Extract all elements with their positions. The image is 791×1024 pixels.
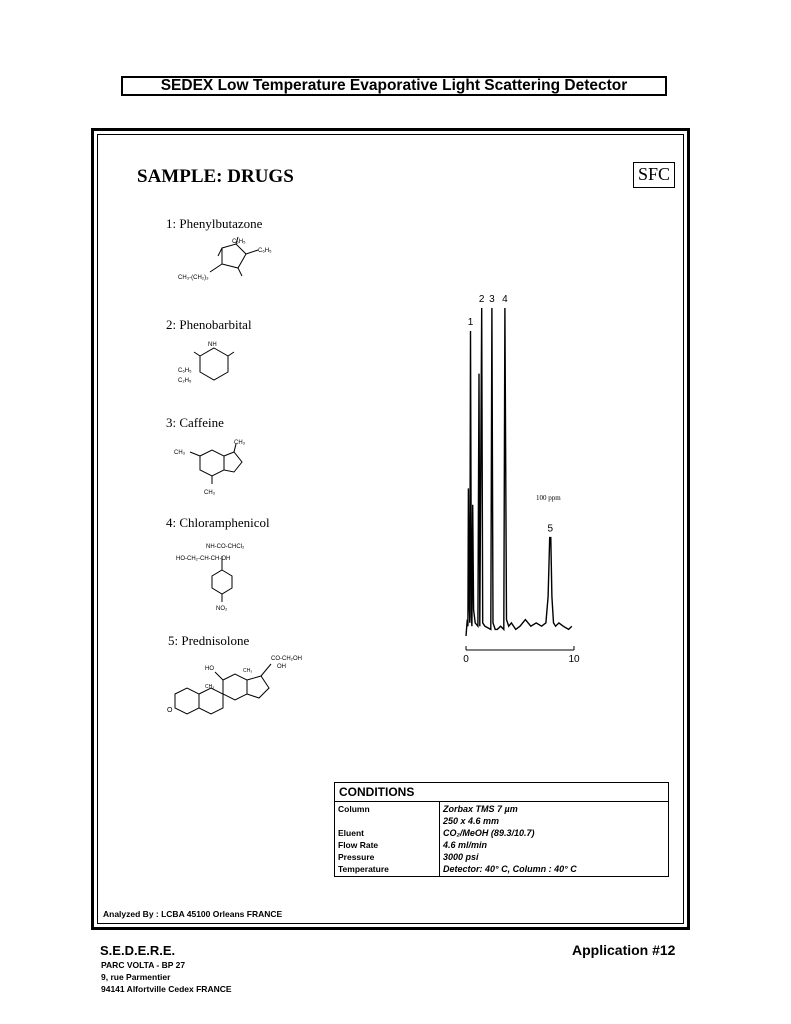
phenylbutazone-substituent-right: C₆H₅ [258, 248, 272, 254]
phenylbutazone-substituent-top: C₆H₅ [232, 239, 246, 245]
prednisolone-oh: OH [277, 664, 286, 670]
condition-value-flow-rate: 4.6 ml/min [443, 840, 488, 850]
prednisolone-methyl-c13: CH₃ [243, 668, 253, 674]
phenobarbital-structure [178, 338, 258, 394]
conditions-table [334, 782, 669, 877]
chromatogram-trace [466, 308, 572, 636]
condition-value-eluent: CO₂/MeOH (89.3/10.7) [443, 828, 535, 838]
caffeine-methyl-top: CH₃ [234, 440, 246, 446]
chloramphenicol-chain: HO-CH₂-CH-CH-OH [176, 556, 231, 562]
document-title: SEDEX Low Temperature Evaporative Light Scattering Detector [121, 76, 667, 96]
condition-values [440, 802, 669, 877]
x-tick-label: 10 [568, 654, 580, 665]
address-line-3: 94141 Alfortville Cedex FRANCE [101, 984, 232, 994]
tick-labels [463, 654, 580, 665]
condition-spacer [338, 815, 436, 827]
prednisolone-ho: HO [205, 666, 214, 672]
phenobarbital-nh: NH [208, 342, 217, 348]
company-name: S.E.D.E.R.E. [100, 943, 176, 958]
compound-label-chloramphenicol: 4: Chloramphenicol [166, 515, 270, 530]
x-tick-label: 0 [463, 654, 469, 665]
peak-label-2: 2 [478, 294, 485, 305]
caffeine-methyl-bottom: CH₃ [204, 490, 216, 496]
peak-label-5: 5 [547, 523, 554, 535]
address-line-1: PARC VOLTA - BP 27 [101, 960, 186, 970]
phenylbutazone-butyl-chain: CH₃-(CH₂)₃ [178, 275, 209, 281]
condition-label-flow-rate: Flow Rate [338, 840, 379, 850]
condition-label-column: Column [338, 804, 370, 814]
condition-label-pressure: Pressure [338, 852, 375, 862]
concentration-annotation: 100 ppm [536, 494, 561, 502]
condition-value-temperature: Detector: 40° C, Column : 40° C [443, 864, 577, 874]
conditions-heading: CONDITIONS [335, 783, 669, 802]
condition-label [335, 802, 440, 877]
chloramphenicol-structure [172, 540, 282, 612]
prednisolone-structure [165, 650, 305, 722]
chromatogram [452, 270, 612, 670]
caffeine-methyl-left: CH₃ [174, 450, 186, 456]
table-row [335, 802, 669, 877]
phenobarbital-phenyl: C₆H₅ [178, 368, 192, 374]
compound-label-phenylbutazone: 1: Phenylbutazone [166, 216, 263, 231]
caffeine-structure [172, 438, 272, 498]
condition-value-column-size: 250 x 4.6 mm [443, 816, 500, 826]
condition-value-column: Zorbax TMS 7 µm [443, 804, 518, 814]
peak-label-4: 4 [502, 294, 508, 305]
compound-label-phenobarbital: 2: Phenobarbital [166, 317, 252, 332]
prednisolone-keto-o: O [167, 707, 173, 714]
technique-badge: SFC [633, 162, 675, 188]
chloramphenicol-nitro: NO₂ [216, 606, 228, 612]
address-line-2: 9, rue Parmentier [101, 972, 171, 982]
peak-label-1: 1 [467, 316, 474, 328]
condition-label-eluent: Eluent [338, 828, 364, 838]
phenobarbital-ethyl: C₂H₅ [178, 378, 192, 384]
compound-label-caffeine: 3: Caffeine [166, 415, 224, 430]
prednisolone-sidechain: CO-CH₂OH [271, 656, 302, 662]
analyzed-by: Analyzed By : LCBA 45100 Orleans FRANCE [103, 909, 283, 919]
compound-label-prednisolone: 5: Prednisolone [168, 633, 250, 648]
application-number: Application #12 [572, 942, 676, 958]
phenylbutazone-structure [176, 236, 286, 286]
chloramphenicol-amide: NH-CO-CHCl₂ [206, 544, 245, 550]
peak-label-3: 3 [489, 294, 495, 305]
condition-label-temperature: Temperature [338, 864, 389, 874]
prednisolone-methyl-c10: CH₃ [205, 684, 215, 690]
condition-value-pressure: 3000 psi [443, 852, 479, 862]
sample-title: SAMPLE: DRUGS [137, 166, 294, 187]
chromatogram-axis [466, 646, 574, 650]
